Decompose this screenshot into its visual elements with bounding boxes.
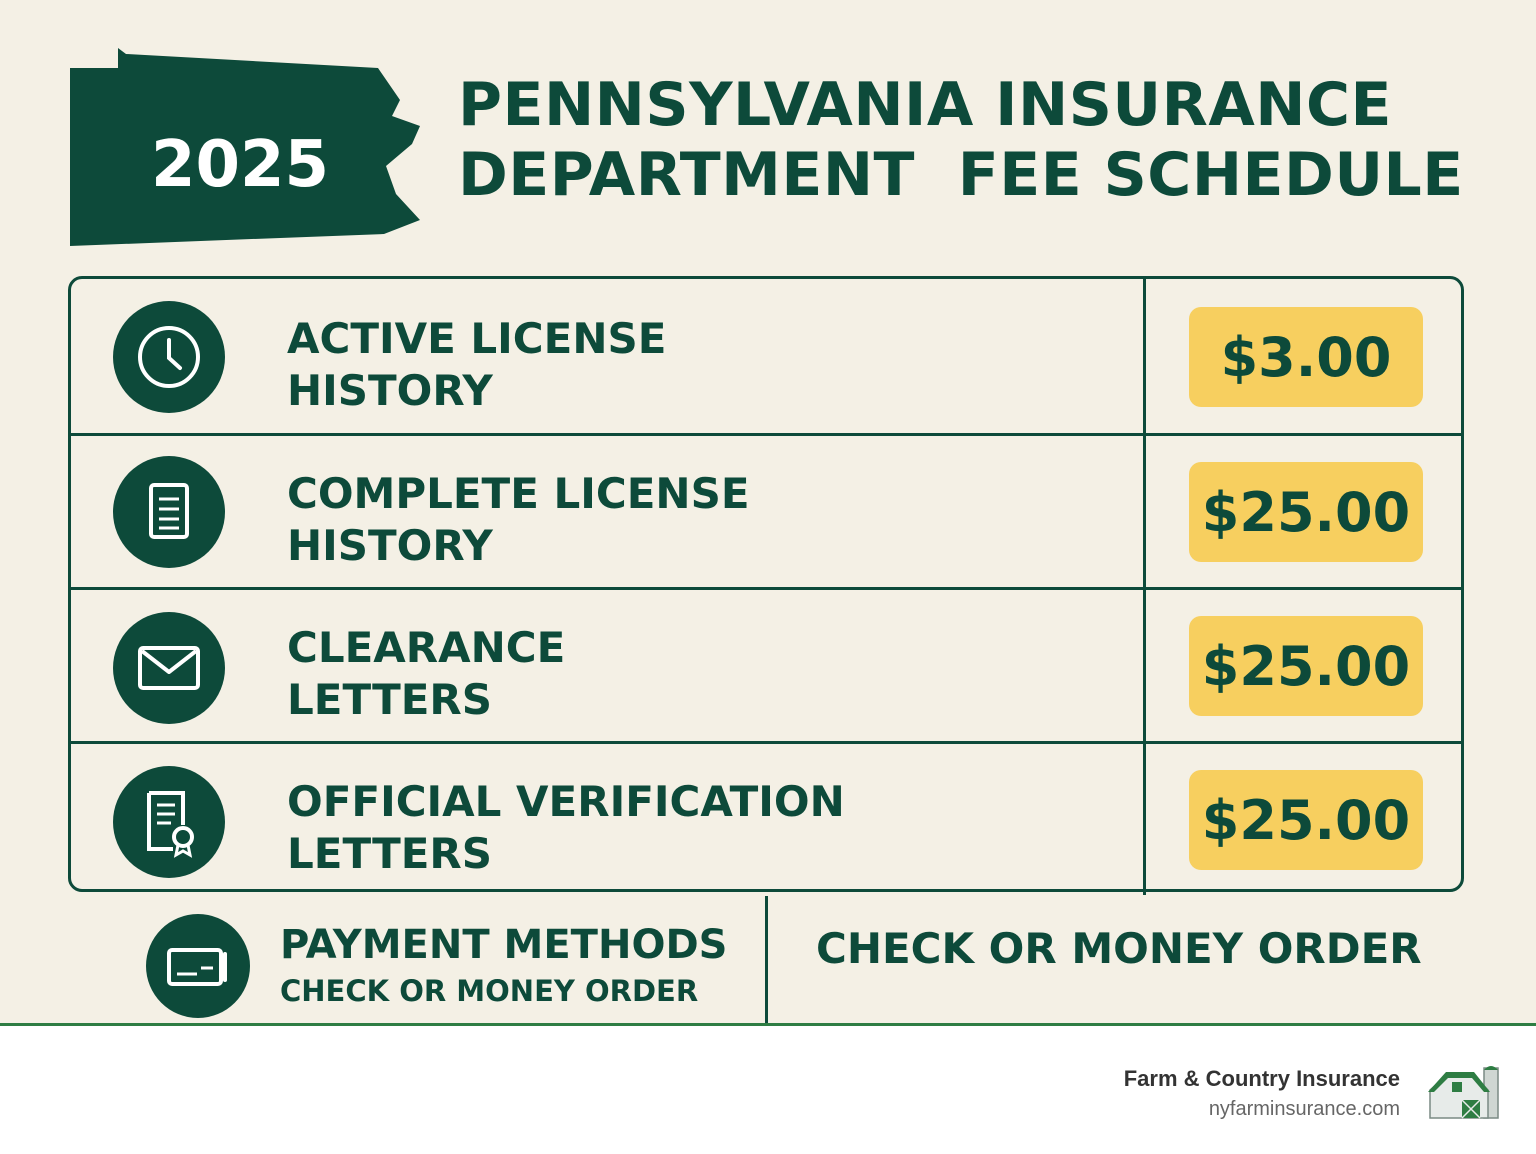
fee-label-line-2: LETTERS (287, 675, 492, 724)
title-line-1: PENNSYLVANIA INSURANCE (458, 70, 1393, 140)
certificate-icon (113, 766, 225, 878)
company-name: Farm & Country Insurance (1123, 1066, 1400, 1091)
payment-methods-subtitle: CHECK OR MONEY ORDER (280, 974, 699, 1008)
envelope-icon (113, 612, 225, 724)
document-icon (113, 456, 225, 568)
column-divider (1143, 436, 1146, 587)
fee-label-line-2: LETTERS (287, 829, 492, 878)
fee-label-line-1: ACTIVE LICENSE (287, 314, 667, 363)
column-divider (1143, 590, 1146, 741)
payment-methods-title: PAYMENT METHODS (280, 922, 728, 968)
column-divider (1143, 744, 1146, 895)
barn-logo-icon (1426, 1062, 1502, 1122)
page-title (458, 70, 1518, 210)
fee-table (68, 276, 1464, 892)
column-divider (1143, 279, 1146, 433)
fee-row (71, 741, 1461, 895)
fee-label-line-1: CLEARANCE (287, 623, 566, 672)
title-line-2: DEPARTMENT FEE SCHEDULE (458, 140, 1464, 210)
fee-label-line-2: HISTORY (287, 521, 493, 570)
fee-row (71, 433, 1461, 587)
clock-icon (113, 301, 225, 413)
year-label: 2025 (150, 128, 330, 202)
fee-row (71, 587, 1461, 741)
fee-price-badge: $25.00 (1189, 462, 1423, 562)
fee-price-badge: $25.00 (1189, 770, 1423, 870)
payment-methods-value: CHECK OR MONEY ORDER (816, 924, 1422, 973)
fee-row (71, 279, 1461, 433)
fee-price-badge: $3.00 (1189, 307, 1423, 407)
fee-label (287, 313, 1107, 417)
fee-label (287, 776, 1107, 880)
company-url: nyfarminsurance.com (1208, 1098, 1400, 1120)
fee-label-line-2: HISTORY (287, 366, 493, 415)
fee-label-line-1: COMPLETE LICENSE (287, 469, 750, 518)
fee-label-line-1: OFFICIAL VERIFICATION (287, 777, 845, 826)
fee-price-badge: $25.00 (1189, 616, 1423, 716)
payment-divider (765, 896, 768, 1024)
fee-label (287, 468, 1107, 572)
credit-card-icon (146, 914, 250, 1018)
fee-label (287, 622, 1107, 726)
